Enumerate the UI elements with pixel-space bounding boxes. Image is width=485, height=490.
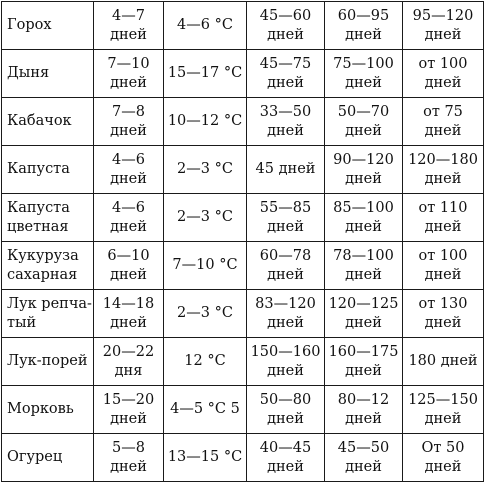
temperature-cell — [164, 338, 247, 386]
cell-text-line: тый — [7, 314, 37, 331]
cell-text-line: дней — [110, 410, 147, 427]
cell-text-line: Лук репча- — [7, 295, 92, 312]
harvest-period-cell — [403, 50, 484, 98]
flowering-period-cell — [325, 242, 403, 290]
table-row — [2, 386, 484, 434]
cell-text-line: 4—5 °С 5 — [170, 401, 240, 417]
table-row — [2, 434, 484, 482]
harvest-period-cell — [403, 98, 484, 146]
cell-text-line: 10—12 °С — [167, 113, 243, 129]
cell-text-line: 50—80 — [259, 391, 312, 408]
temperature-cell — [164, 50, 247, 98]
harvest-period-cell — [403, 290, 484, 338]
cell-text-line: дней — [267, 362, 304, 379]
cell-text-line: дней — [110, 122, 147, 139]
cell-text-line: 13—15 °С — [167, 449, 243, 465]
cell-text-line: дней — [110, 74, 147, 91]
table-row — [2, 50, 484, 98]
cell-text-line: дней — [345, 74, 382, 91]
cell-text-line: 12 °С — [184, 353, 226, 369]
crop-name-cell — [2, 98, 94, 146]
cell-text-line: Горох — [7, 17, 52, 33]
cell-text-line: дней — [267, 218, 304, 235]
cell-text-line: 15—20 — [102, 391, 155, 408]
cell-text-line: 7—10 °С — [172, 257, 238, 273]
harvest-period-cell — [403, 146, 484, 194]
cell-text-line: 60—78 — [259, 247, 312, 264]
harvest-period-cell — [403, 434, 484, 482]
harvest-period-cell — [403, 194, 484, 242]
cell-text-line: от 110 — [418, 199, 468, 216]
harvest-period-cell — [403, 2, 484, 50]
flowering-period-cell — [325, 50, 403, 98]
cell-text-line: 60—95 — [337, 7, 390, 24]
cell-text-line: Кабачок — [7, 113, 72, 129]
temperature-cell — [164, 194, 247, 242]
table-row — [2, 194, 484, 242]
cell-text-line: дней — [345, 266, 382, 283]
cell-text-line: 120—125 — [328, 295, 399, 312]
table-row — [2, 2, 484, 50]
cell-text-line: цветная — [7, 218, 69, 235]
cell-text-line: 78—100 — [333, 247, 394, 264]
cell-text-line: дней — [345, 362, 382, 379]
cell-text-line: 2—3 °С — [177, 209, 233, 225]
cell-text-line: от 75 — [423, 103, 463, 120]
sowing-period-cell — [247, 290, 325, 338]
germination-cell — [94, 386, 164, 434]
cell-text-line: 75—100 — [333, 55, 394, 72]
flowering-period-cell — [325, 338, 403, 386]
sowing-period-cell — [247, 386, 325, 434]
cell-text-line: 33—50 — [259, 103, 312, 120]
table-row — [2, 242, 484, 290]
cell-text-line: 55—85 — [259, 199, 312, 216]
cell-text-line: дней — [345, 458, 382, 475]
cell-text-line: Кукуруза — [7, 247, 79, 264]
cell-text-line: дней — [345, 26, 382, 43]
temperature-cell — [164, 290, 247, 338]
cell-text-line: 80—12 — [337, 391, 390, 408]
germination-cell — [94, 194, 164, 242]
germination-cell — [94, 98, 164, 146]
cell-text-line: 45 дней — [255, 161, 316, 177]
cell-text-line: 125—150 — [408, 391, 478, 408]
flowering-period-cell — [325, 194, 403, 242]
cell-text-line: дней — [424, 218, 462, 235]
crop-table — [1, 1, 484, 482]
cell-text-line: 85—100 — [333, 199, 394, 216]
crop-name-cell — [2, 2, 94, 50]
sowing-period-cell — [247, 2, 325, 50]
cell-text-line: 4—6 °С — [177, 17, 233, 33]
flowering-period-cell — [325, 290, 403, 338]
sowing-period-cell — [247, 242, 325, 290]
cell-text-line: 4—6 — [112, 151, 145, 168]
cell-text-line: дней — [267, 26, 304, 43]
cell-text-line: 45—75 — [259, 55, 312, 72]
cell-text-line: 120—180 — [408, 151, 478, 168]
cell-text-line: 160—175 — [328, 343, 399, 360]
cell-text-line: 90—120 — [333, 151, 394, 168]
cell-text-line: 20—22 — [102, 343, 155, 360]
temperature-cell — [164, 98, 247, 146]
cell-text-line: дней — [345, 314, 382, 331]
crop-name-cell — [2, 146, 94, 194]
flowering-period-cell — [325, 434, 403, 482]
germination-cell — [94, 50, 164, 98]
flowering-period-cell — [325, 98, 403, 146]
cell-text-line: от 130 — [418, 295, 468, 312]
cell-text-line: 95—120 — [412, 7, 474, 24]
cell-text-line: дней — [424, 122, 462, 139]
cell-text-line: дней — [345, 170, 382, 187]
cell-text-line: от 100 — [418, 247, 468, 264]
cell-text-line: 2—3 °С — [177, 161, 233, 177]
cell-text-line: дней — [267, 122, 304, 139]
sowing-period-cell — [247, 338, 325, 386]
cell-text-line: Лук-порей — [7, 353, 88, 369]
flowering-period-cell — [325, 2, 403, 50]
cell-text-line: сахарная — [7, 266, 78, 283]
crop-name-cell — [2, 386, 94, 434]
temperature-cell — [164, 146, 247, 194]
cell-text-line: Морковь — [7, 401, 74, 417]
cell-text-line: 5—8 — [112, 439, 145, 456]
cell-text-line: дней — [345, 218, 382, 235]
cell-text-line: 45—60 — [259, 7, 312, 24]
crop-name-cell — [2, 434, 94, 482]
table-row — [2, 98, 484, 146]
cell-text-line: Дыня — [7, 65, 50, 81]
crop-name-cell — [2, 242, 94, 290]
sowing-period-cell — [247, 50, 325, 98]
temperature-cell — [164, 434, 247, 482]
cell-text-line: 50—70 — [337, 103, 390, 120]
temperature-cell — [164, 242, 247, 290]
table-row — [2, 338, 484, 386]
table-row — [2, 290, 484, 338]
cell-text-line: дней — [424, 458, 462, 475]
cell-text-line: дней — [267, 410, 304, 427]
cell-text-line: 150—160 — [250, 343, 321, 360]
cell-text-line: дней — [424, 410, 462, 427]
cell-text-line: дней — [267, 314, 304, 331]
cell-text-line: дней — [345, 410, 382, 427]
cell-text-line: дней — [267, 458, 304, 475]
germination-cell — [94, 290, 164, 338]
cell-text-line: 7—10 — [107, 55, 150, 72]
cell-text-line: 15—17 °С — [167, 65, 243, 81]
harvest-period-cell — [403, 386, 484, 434]
sowing-period-cell — [247, 434, 325, 482]
cell-text-line: дней — [424, 170, 462, 187]
germination-cell — [94, 242, 164, 290]
harvest-period-cell — [403, 338, 484, 386]
cell-text-line: от 100 — [418, 55, 468, 72]
germination-cell — [94, 2, 164, 50]
cell-text-line: 2—3 °С — [177, 305, 233, 321]
cell-text-line: 14—18 — [102, 295, 155, 312]
harvest-period-cell — [403, 242, 484, 290]
cell-text-line: дней — [424, 74, 462, 91]
crop-name-cell — [2, 194, 94, 242]
cell-text-line: 180 дней — [408, 353, 478, 369]
flowering-period-cell — [325, 386, 403, 434]
cell-text-line: дней — [110, 170, 147, 187]
cell-text-line: дня — [114, 362, 143, 379]
cell-text-line: дней — [345, 122, 382, 139]
table-row — [2, 146, 484, 194]
flowering-period-cell — [325, 146, 403, 194]
germination-cell — [94, 434, 164, 482]
cell-text-line: Капуста — [7, 199, 70, 216]
crop-table-body — [2, 2, 484, 482]
cell-text-line: дней — [424, 26, 462, 43]
crop-name-cell — [2, 338, 94, 386]
cell-text-line: дней — [424, 314, 462, 331]
temperature-cell — [164, 386, 247, 434]
crop-name-cell — [2, 290, 94, 338]
cell-text-line: дней — [110, 26, 147, 43]
cell-text-line: дней — [110, 218, 147, 235]
cell-text-line: 4—7 — [112, 7, 145, 24]
crop-name-cell — [2, 50, 94, 98]
cell-text-line: 45—50 — [337, 439, 390, 456]
cell-text-line: От 50 — [421, 439, 465, 456]
cell-text-line: 4—6 — [112, 199, 145, 216]
germination-cell — [94, 338, 164, 386]
sowing-period-cell — [247, 98, 325, 146]
cell-text-line: 40—45 — [259, 439, 312, 456]
cell-text-line: Капуста — [7, 161, 70, 177]
temperature-cell — [164, 2, 247, 50]
cell-text-line: дней — [110, 266, 147, 283]
cell-text-line: дней — [424, 266, 462, 283]
cell-text-line: Огурец — [7, 449, 63, 465]
sowing-period-cell — [247, 146, 325, 194]
cell-text-line: 83—120 — [255, 295, 316, 312]
cell-text-line: дней — [267, 266, 304, 283]
cell-text-line: дней — [110, 314, 147, 331]
sowing-period-cell — [247, 194, 325, 242]
cell-text-line: 7—8 — [112, 103, 145, 120]
germination-cell — [94, 146, 164, 194]
cell-text-line: 6—10 — [107, 247, 150, 264]
cell-text-line: дней — [267, 74, 304, 91]
cell-text-line: дней — [110, 458, 147, 475]
